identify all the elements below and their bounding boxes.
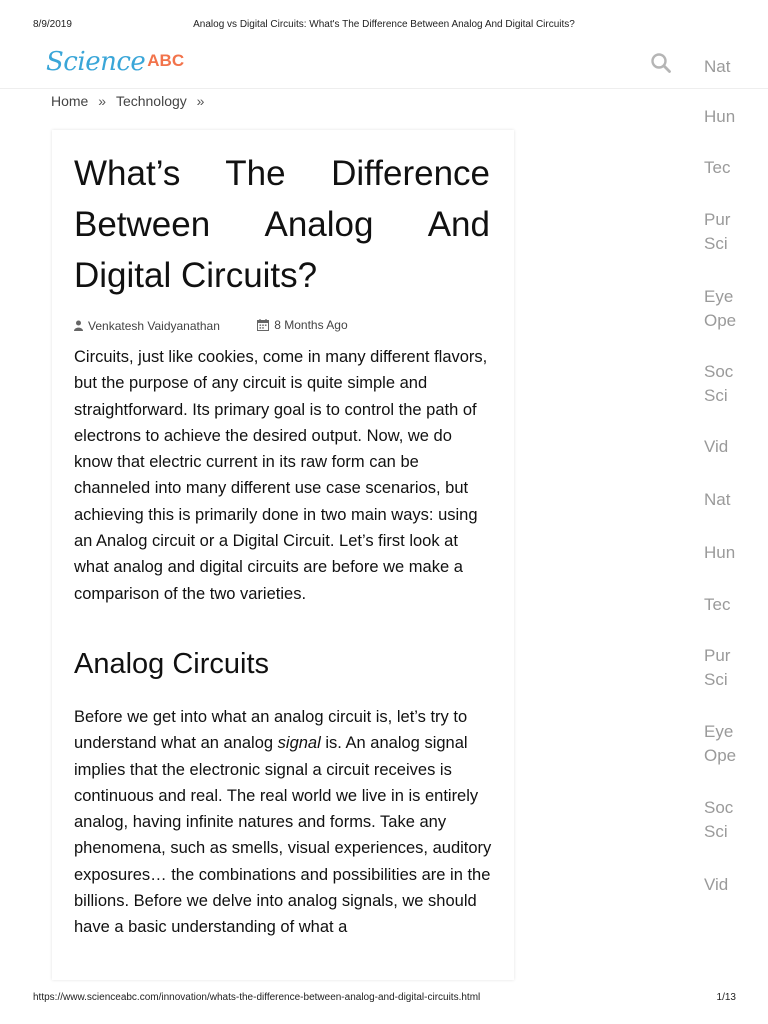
sidebar-item-social-science[interactable]: Soc Sci [704,362,734,405]
article-title: What’s The Difference Between Analog And Digital Circuits? [74,154,490,295]
breadcrumb-technology[interactable]: Technology [115,93,187,109]
sidebar-item-nature[interactable]: Nat [704,490,731,509]
sidebar-item-humans[interactable]: Hun [704,543,736,562]
article-card [52,130,514,980]
print-url: https://www.scienceabc.com/innovation/whats-the-difference-between-analog-and-digital-circuits.html [33,992,481,1003]
date-meta [257,318,347,332]
print-header [0,0,768,30]
emphasized-word: signal [277,734,321,753]
sidebar-item-technology[interactable]: Tec [704,158,731,177]
sidebar-item-videos[interactable]: Vid [704,437,729,456]
sidebar-item-humans[interactable]: Hun [704,107,736,126]
paragraph-text: Before we get into what an analog circuit is, let’s try to understand what an analog [74,708,468,753]
section-heading: Analog Circuits [74,648,270,680]
sidebar-item-social-science[interactable]: Soc Sci [704,798,734,841]
logo-abc-text: ABC [147,51,185,70]
sidebar-item-technology[interactable]: Tec [704,595,731,614]
print-page-number: 1/13 [716,992,736,1003]
sidebar-item-videos[interactable]: Vid [704,875,729,894]
breadcrumb [51,93,210,109]
sidebar-item-pure-sciences[interactable]: Pur Sci [704,646,731,689]
article-intro-paragraph: Circuits, just like cookies, come in many different flavors, but the purpose of any circuit is quite simple and straightforward. Its primary goal is to control the path of electrons to achieve the desired output. Now, we do know that electric current in its raw form can be channeled into many different use case scenarios, but achieving this is primarily done in two main ways: using an Analog circuit or a Digital Circuit. Let’s first look at what analog and digital circuits are before we make a comparison of the two varieties. [74,348,488,603]
publish-date: 8 Months Ago [274,318,348,332]
sidebar-item-eye-opener[interactable]: Eye Ope [704,722,737,765]
author-name[interactable]: Venkatesh Vaidyanathan [88,318,220,333]
logo-science-text: Science [46,47,146,77]
print-page-title: Analog vs Digital Circuits: What's The Difference Between Analog And Digital Circuits? [193,19,575,30]
breadcrumb-home[interactable]: Home [51,93,89,109]
article-meta [74,318,348,334]
sidebar-item-eye-opener[interactable]: Eye Ope [704,287,737,330]
breadcrumb-separator: » [98,93,107,109]
search-icon[interactable] [650,52,672,74]
calendar-icon [257,319,269,331]
breadcrumb-separator: » [196,93,205,109]
sidebar-item-nature[interactable]: Nat [704,57,731,76]
paragraph-text: is. An analog signal implies that the electronic signal a circuit receives is continuous and real. The real world we live in is entirely analog, having infinite natures and forms. Take any phenomena, such as smells, visual experiences, auditory exposures… the combinations and possibilities are in the billions. Before we delve into analog signals, we should have a basic understanding of what a [74,734,492,937]
sidebar-category-nav [704,55,768,915]
print-date: 8/9/2019 [33,19,72,30]
user-icon [74,320,83,331]
site-logo[interactable] [46,44,184,79]
section-paragraph [74,704,492,941]
site-header [0,36,768,89]
sidebar-item-pure-sciences[interactable]: Pur Sci [704,210,731,253]
author-meta [74,319,220,333]
